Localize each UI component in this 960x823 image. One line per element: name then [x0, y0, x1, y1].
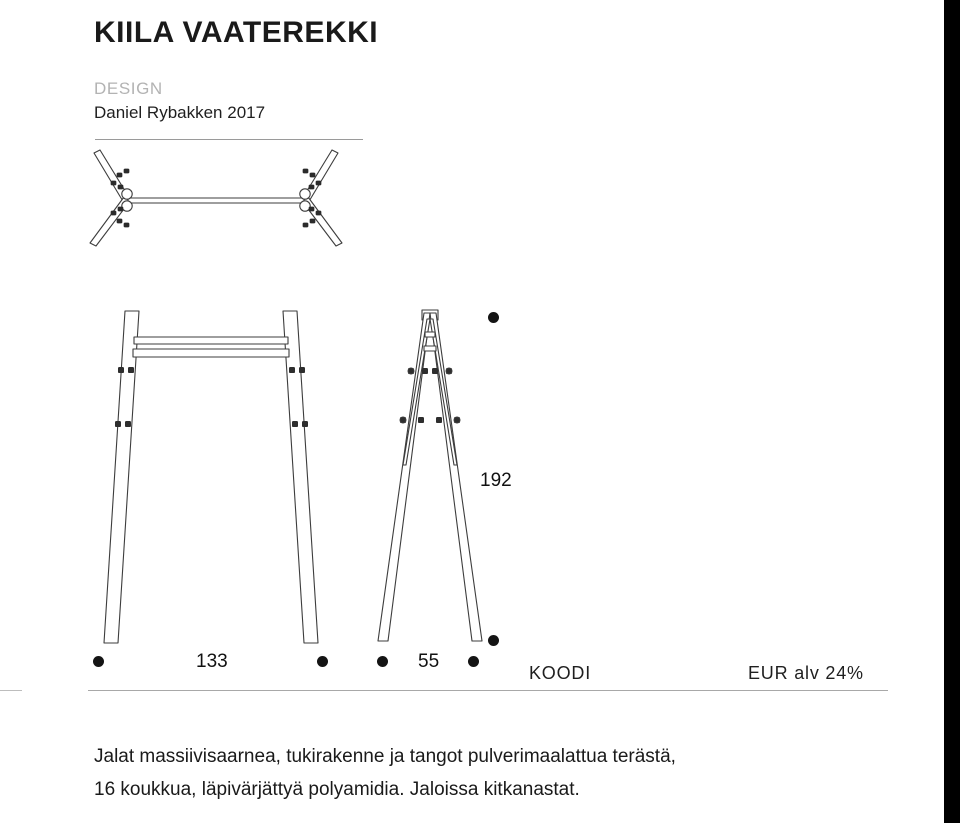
product-description	[94, 740, 854, 806]
height-dimension-dot-top	[488, 312, 499, 323]
column-heading-price: EUR alv 24%	[748, 663, 864, 683]
height-dimension-label: 192	[480, 470, 512, 491]
depth-dimension-label: 55	[418, 651, 440, 672]
height-dimension-dot-bottom	[488, 635, 499, 646]
depth-dimension-dot-right	[468, 656, 479, 667]
designer-credit: Daniel Rybakken 2017	[94, 103, 266, 122]
width-dimension-dot-left	[93, 656, 104, 667]
top-view-drawing	[86, 148, 346, 268]
description-line-2: 16 koukkua, läpivärjättyä polyamidia. Jaloissa kitkanastat.	[94, 779, 580, 800]
page-title: KIILA VAATEREKKI	[94, 16, 379, 49]
side-elevation-drawing	[370, 305, 490, 650]
width-dimension-label: 133	[196, 651, 228, 672]
width-dimension-dot-right	[317, 656, 328, 667]
table-rule-left-stub	[0, 690, 22, 691]
header-divider	[95, 139, 363, 140]
design-label: DESIGN	[94, 79, 163, 98]
column-heading-code: KOODI	[529, 663, 592, 683]
front-elevation-drawing	[86, 305, 336, 650]
table-rule	[88, 690, 888, 691]
description-line-1: Jalat massiivisaarnea, tukirakenne ja tangot pulverimaalattua terästä,	[94, 746, 676, 767]
depth-dimension-dot-left	[377, 656, 388, 667]
page-edge-band	[944, 0, 960, 823]
